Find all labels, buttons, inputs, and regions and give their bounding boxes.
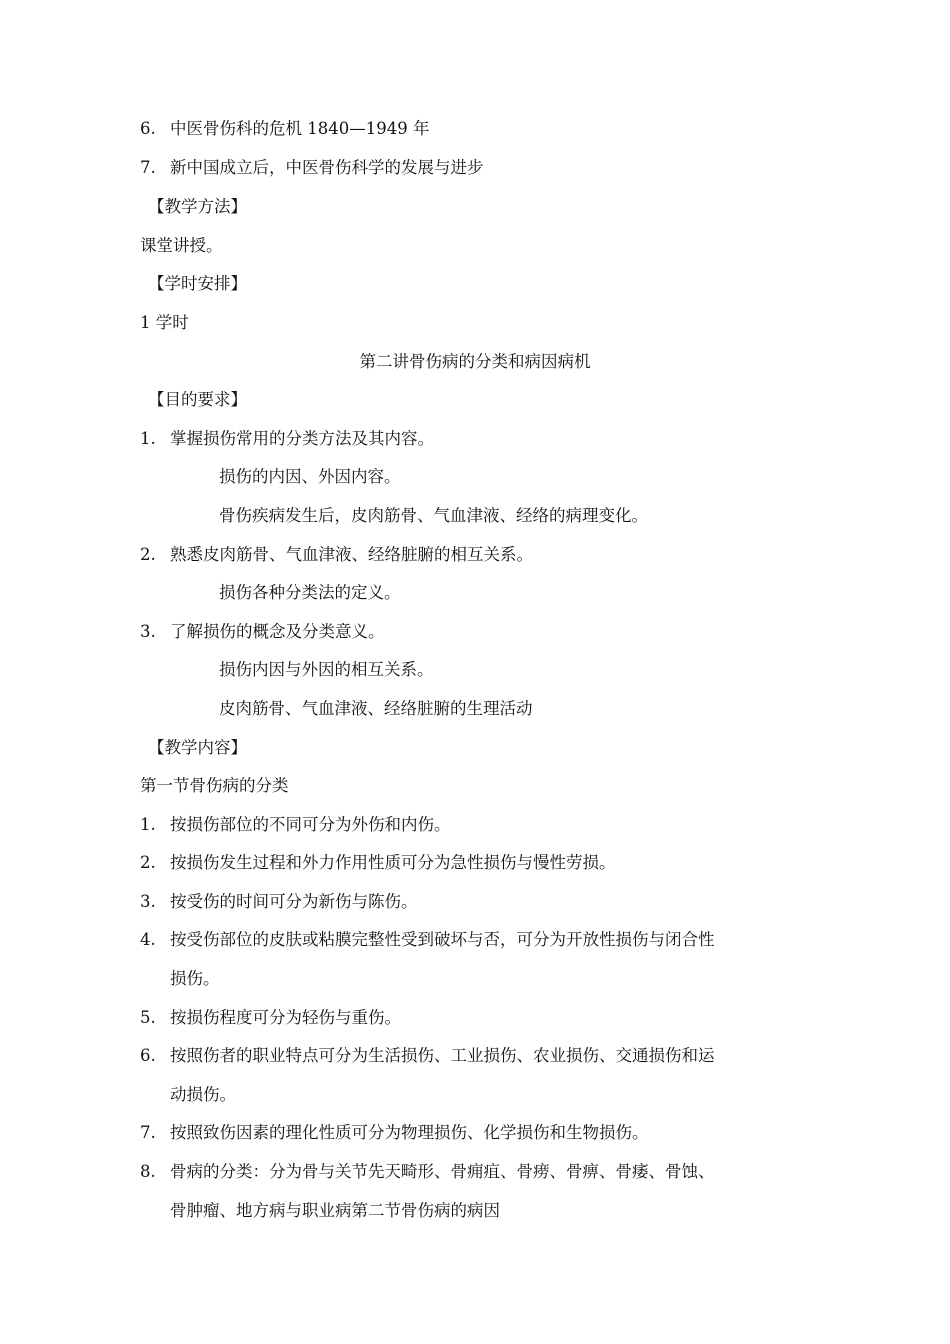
list-text: 掌握损伤常用的分类方法及其内容。 (170, 429, 434, 448)
list-text: 按损伤程度可分为轻伤与重伤。 (170, 1008, 401, 1027)
list-text: 按照致伤因素的理化性质可分为物理损伤、化学损伤和生物损伤。 (170, 1123, 649, 1142)
objective-subitem: 损伤的内因、外因内容。 (219, 467, 401, 486)
list-number: 1. (140, 429, 156, 448)
objectives-heading: 【目的要求】 (148, 390, 247, 409)
list-text: 按受伤的时间可分为新伤与陈伤。 (170, 892, 418, 911)
list-number: 5. (140, 1008, 156, 1027)
teaching-method-text: 课堂讲授。 (140, 236, 223, 255)
list-number: 3. (140, 892, 156, 911)
list-text-continuation: 损伤。 (170, 969, 220, 988)
objective-subitem: 皮肉筋骨、气血津液、经络脏腑的生理活动 (219, 699, 533, 718)
list-text: 按受伤部位的皮肤或粘膜完整性受到破坏与否，可分为开放性损伤与闭合性 (170, 930, 715, 949)
list-number: 7. (140, 1123, 156, 1142)
hours-text: 1 学时 (140, 313, 189, 332)
lecture-title: 第二讲骨伤病的分类和病因病机 (359, 352, 591, 371)
list-text: 按照伤者的职业特点可分为生活损伤、工业损伤、农业损伤、交通损伤和运 (170, 1046, 715, 1065)
list-number: 2. (140, 853, 156, 872)
objective-subitem: 损伤内因与外因的相互关系。 (219, 660, 434, 679)
teaching-method-heading: 【教学方法】 (148, 197, 247, 216)
list-text: 骨病的分类：分为骨与关节先天畸形、骨痈疽、骨痨、骨痹、骨痿、骨蚀、 (170, 1162, 715, 1181)
list-text: 熟悉皮肉筋骨、气血津液、经络脏腑的相互关系。 (170, 545, 533, 564)
list-number: 3. (140, 622, 156, 641)
list-number: 1. (140, 815, 156, 834)
list-text-continuation: 动损伤。 (170, 1085, 236, 1104)
list-number: 6. (140, 119, 156, 138)
hours-heading: 【学时安排】 (148, 274, 247, 293)
list-text: 新中国成立后，中医骨伤科学的发展与进步 (170, 158, 484, 177)
list-text: 了解损伤的概念及分类意义。 (170, 622, 385, 641)
list-number: 6. (140, 1046, 156, 1065)
list-number: 4. (140, 930, 156, 949)
list-text: 中医骨伤科的危机 1840—1949 年 (170, 119, 430, 138)
list-number: 8. (140, 1162, 156, 1181)
objective-subitem: 损伤各种分类法的定义。 (219, 583, 401, 602)
section-title: 第一节骨伤病的分类 (140, 776, 289, 795)
list-text-continuation: 骨肿瘤、地方病与职业病第二节骨伤病的病因 (170, 1201, 500, 1220)
content-heading: 【教学内容】 (148, 738, 247, 757)
objective-subitem: 骨伤疾病发生后，皮肉筋骨、气血津液、经络的病理变化。 (219, 506, 648, 525)
list-number: 7. (140, 158, 156, 177)
list-text: 按损伤发生过程和外力作用性质可分为急性损伤与慢性劳损。 (170, 853, 616, 872)
list-number: 2. (140, 545, 156, 564)
list-text: 按损伤部位的不同可分为外伤和内伤。 (170, 815, 451, 834)
